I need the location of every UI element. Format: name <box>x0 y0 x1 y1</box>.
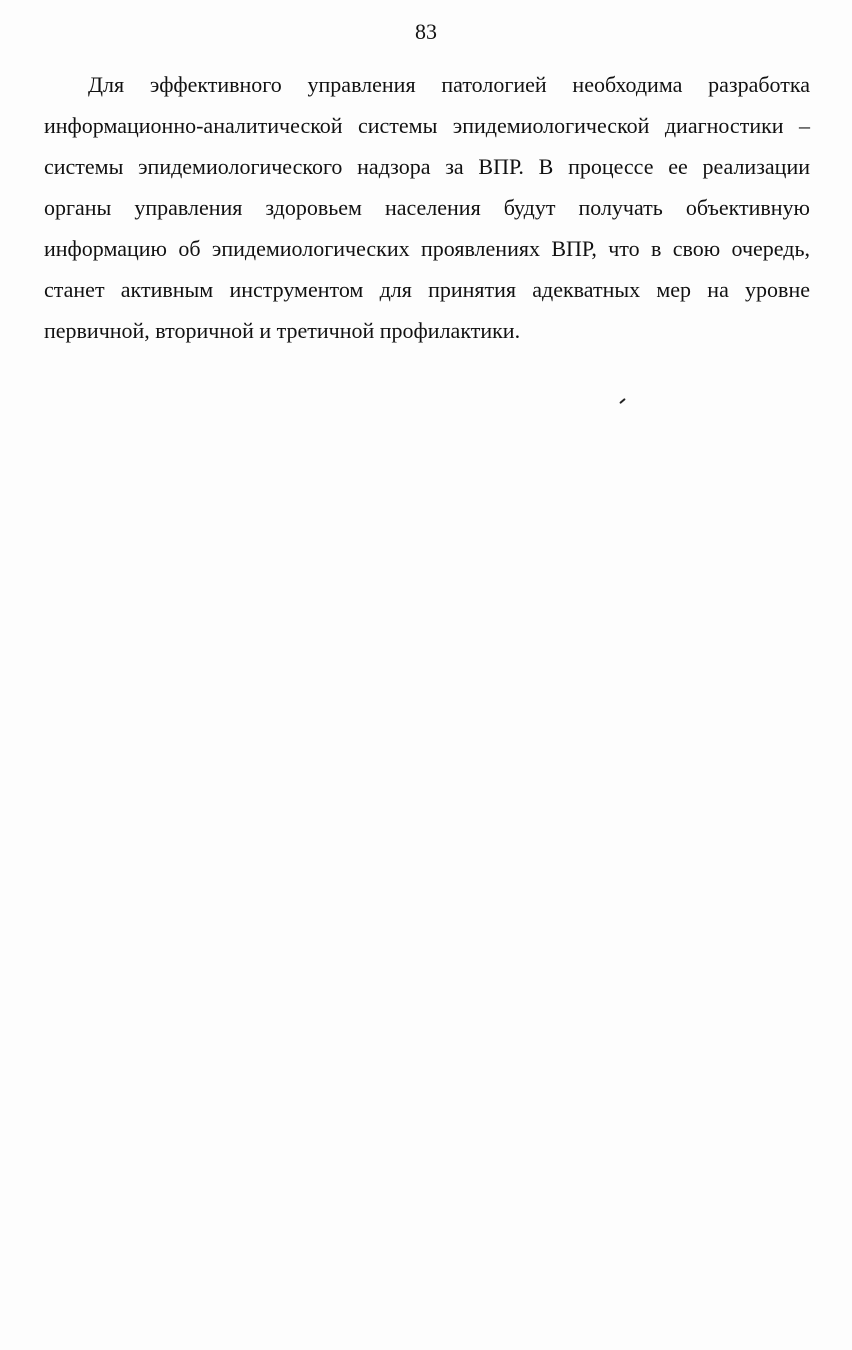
page-number: 83 <box>415 19 437 44</box>
paragraph-line: органы управления здоровьем населения будут получать объективную <box>44 195 810 220</box>
paragraph-line: станет активным инструментом для принятия адекватных мер на уровне <box>44 277 810 302</box>
paragraph-line: Для эффективного управления патологией необходима разработка <box>88 72 810 97</box>
paragraph-line: информацию об эпидемиологических проявлениях ВПР, что в свою очередь, <box>44 236 810 261</box>
paragraph-line: системы эпидемиологического надзора за ВПР. В процессе ее реализации <box>44 154 810 179</box>
body-paragraph <box>44 64 810 351</box>
paragraph-line: информационно-аналитической системы эпидемиологической диагностики – <box>44 113 810 138</box>
stray-mark <box>619 398 626 404</box>
paragraph-line: первичной, вторичной и третичной профилактики. <box>44 318 521 343</box>
